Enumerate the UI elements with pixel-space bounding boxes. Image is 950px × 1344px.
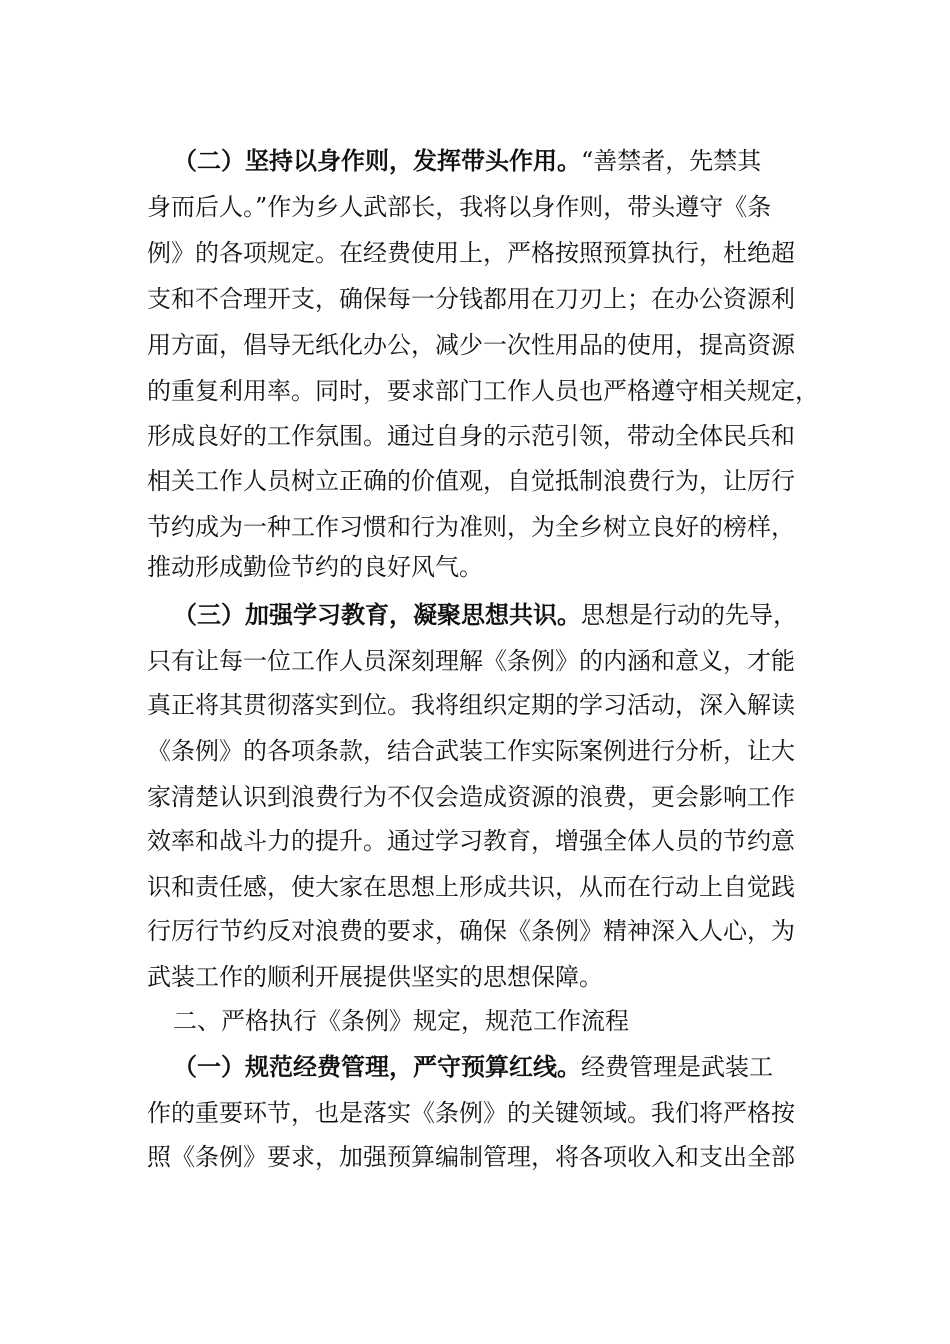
- paragraph-line: 作的重要环节，也是落实《条例》的关键领域。我们将严格按: [147, 1099, 795, 1127]
- paragraph-line: 节约成为一种工作习惯和行为准则，为全乡树立良好的榜样，: [147, 513, 795, 541]
- paragraph-first-line: [173, 146, 853, 176]
- paragraph-line: 只有让每一位工作人员深刻理解《条例》的内涵和意义，才能: [147, 647, 795, 675]
- paragraph-line: 《条例》的各项条款，结合武装工作实际案例进行分析，让大: [147, 737, 795, 765]
- paragraph-line: 形成良好的工作氛围。通过自身的示范引领，带动全体民兵和: [147, 422, 795, 450]
- paragraph-line: 推动形成勤俭节约的良好风气。: [147, 553, 483, 581]
- paragraph-line: 武装工作的顺利开展提供坚实的思想保障。: [147, 963, 603, 991]
- paragraph-line: 的重复利用率。同时，要求部门工作人员也严格遵守相关规定，: [147, 377, 819, 405]
- section-lead-heading: （二）坚持以身作则，发挥带头作用。: [173, 147, 581, 175]
- paragraph-first-line: [173, 1052, 853, 1082]
- paragraph-line: 照《条例》要求，加强预算编制管理，将各项收入和支出全部: [147, 1143, 795, 1171]
- paragraph-line: 效率和战斗力的提升。通过学习教育，增强全体人员的节约意: [147, 827, 795, 855]
- paragraph-text: 经费管理是武装工: [581, 1053, 773, 1081]
- section-heading: 二、严格执行《条例》规定，规范工作流程: [173, 1007, 629, 1035]
- paragraph-line: 识和责任感，使大家在思想上形成共识，从而在行动上自觉践: [147, 873, 795, 901]
- paragraph-line: 家清楚认识到浪费行为不仅会造成资源的浪费，更会影响工作: [147, 783, 795, 811]
- paragraph-line: 支和不合理开支，确保每一分钱都用在刀刃上；在办公资源利: [147, 285, 795, 313]
- paragraph-text: “善禁者，先禁其: [581, 147, 762, 175]
- paragraph-text: 思想是行动的先导，: [581, 601, 797, 629]
- paragraph-line: 用方面，倡导无纸化办公，减少一次性用品的使用，提高资源: [147, 331, 795, 359]
- paragraph-line: 例》的各项规定。在经费使用上，严格按照预算执行，杜绝超: [147, 239, 795, 267]
- paragraph-first-line: [173, 600, 853, 630]
- section-lead-heading: （三）加强学习教育，凝聚思想共识。: [173, 601, 581, 629]
- section-lead-heading: （一）规范经费管理，严守预算红线。: [173, 1053, 581, 1081]
- paragraph-line: 行厉行节约反对浪费的要求，确保《条例》精神深入人心，为: [147, 917, 795, 945]
- paragraph-line: 相关工作人员树立正确的价值观，自觉抵制浪费行为，让厉行: [147, 467, 795, 495]
- paragraph-line: 真正将其贯彻落实到位。我将组织定期的学习活动，深入解读: [147, 691, 795, 719]
- paragraph-line: 身而后人。”作为乡人武部长，我将以身作则，带头遵守《条: [147, 193, 772, 221]
